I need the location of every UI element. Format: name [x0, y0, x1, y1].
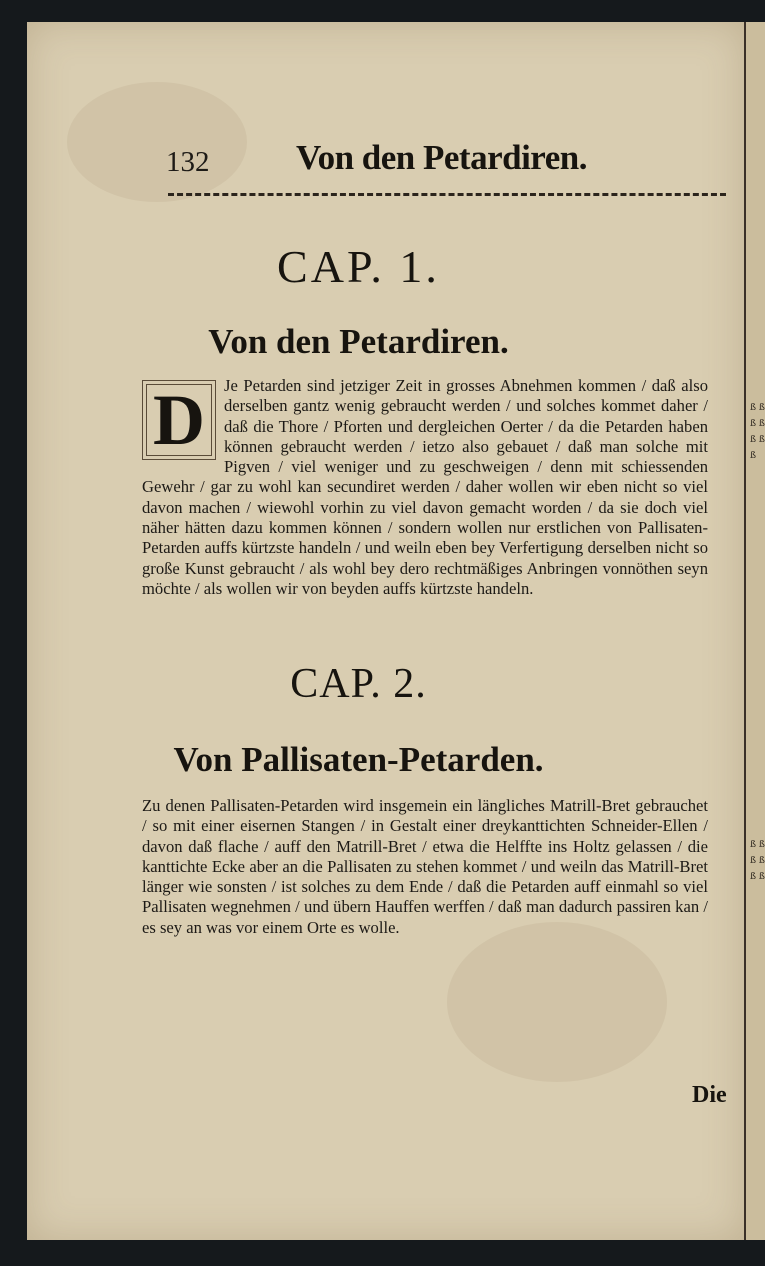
chapter-1-paragraph: [142, 376, 708, 599]
catchword: Die: [692, 1082, 727, 1108]
next-page-fragment: ß ß ß ß ß ß ß: [750, 403, 765, 461]
page-number: 132: [166, 146, 210, 178]
chapter-1-title: Von den Petardiren.: [208, 322, 509, 361]
decorated-initial: D: [142, 380, 216, 460]
running-title: Von den Petardiren.: [296, 138, 587, 177]
chapter-2-title: Von Pallisaten-Petarden.: [173, 740, 544, 779]
chapter-2-paragraph: [142, 796, 708, 938]
chapter-2-number: CAP. 2.: [290, 661, 427, 707]
paper-stain: [67, 82, 247, 202]
paper-stain: [447, 922, 667, 1082]
next-page-fragment: ß ß ß ß ß ß: [750, 840, 765, 882]
book-page: [27, 22, 744, 1240]
next-page-edge: [744, 22, 765, 1240]
chapter-1-number: CAP. 1.: [277, 241, 440, 292]
chapter-2-text: Zu denen Pallisaten-Petarden wird insgemein ein längliches Matrill-Bret gebrauchet / so mit einer eisernen Stangen / in Gestalt einer dreykanttichten Schneider-Ellen / davon daß flache / auff den Matrill-Bret / etwa die Helffte ins Holtz gelassen / die kanttichte Ecke aber an die Pallisaten zu stehen kommet / und weiln das Matrill-Bret länger wie sonsten / ist solches zu dem Ende / daß die Petarden auff einmahl so viel Pallisaten wegnehmen / und übern Hauffen werffen / daß man dadurch passiren kan / es sey an was vor einem Orte es wolle.: [142, 796, 708, 937]
header-rule: [168, 193, 726, 196]
chapter-1-text: Je Petarden sind jetziger Zeit in grosses Abnehmen kommen / daß also derselben gantz wenig gebraucht werden / und solches kommet daher / daß die Thore / Pforten und dergleichen Oerter / da die Petarden haben können gebraucht werden / ietzo also gebauet / daß man solche mit Pigven / viel weniger und zu geschweigen / denn mit schiessenden Gewehr / gar zu wohl kan secundiret werden / daher wollen wir eben nicht so viel davon machen / wiewohl vorhin zu viel davon gemacht worden / da sie doch viel näher hätten dazu kommen können / sondern wollen nur erstlichen von Pallisaten-Petarden auffs kürtzste handeln / und weiln eben bey Verfertigung derselben nicht so große Kunst gebraucht / als wohl bey dero rechtmäßiges Anbringen vonnöthen seyn möchte / als wollen wir von beyden auffs kürtzste handeln.: [142, 376, 708, 598]
